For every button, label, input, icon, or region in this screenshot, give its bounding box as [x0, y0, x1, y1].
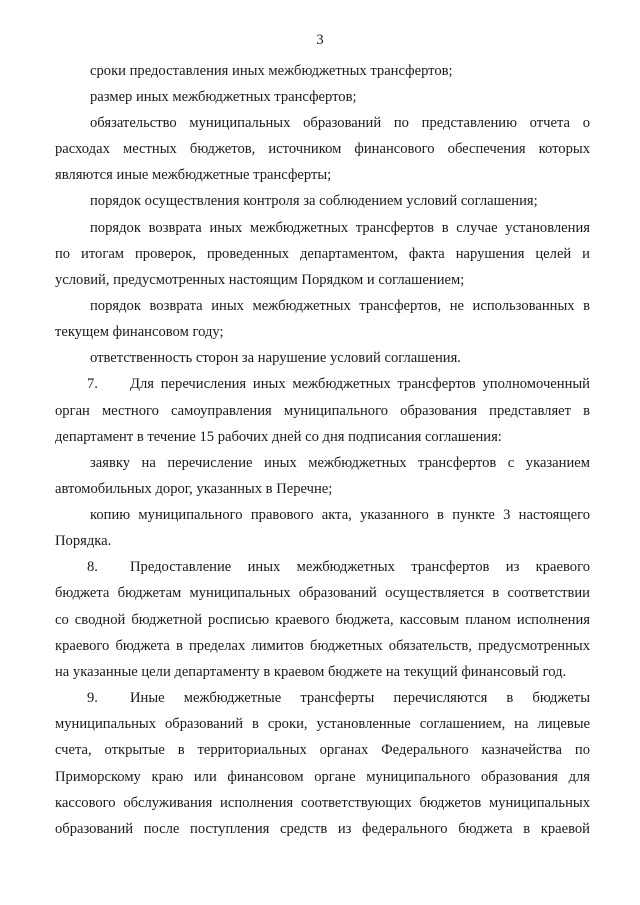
text-line: условий, предусмотренных настоящим Порядком и соглашением; [55, 272, 465, 288]
text-line: Приморскому краю или финансовом органе муниципального образования для [55, 769, 590, 785]
text-line: расходах местных бюджетов, источником финансового обеспечения которых [55, 141, 590, 157]
text-line: муниципальных образований в сроки, установленные соглашением, на лицевые [55, 716, 590, 732]
text-line: являются иные межбюджетные трансферты; [55, 167, 332, 183]
text-line: счета, открытые в территориальных органах Федерального казначейства по [55, 742, 590, 758]
text-line: порядок возврата иных межбюджетных трансфертов, не использованных в [90, 298, 590, 314]
text-line: обязательство муниципальных образований по представлению отчета о [90, 115, 590, 131]
text-line: орган местного самоуправления муниципального образования представляет в [55, 403, 590, 419]
text-line: копию муниципального правового акта, указанного в пункте 3 настоящего [90, 507, 590, 523]
text-line: департамент в течение 15 рабочих дней со дня подписания соглашения: [55, 429, 502, 445]
text-line: текущем финансовом году; [55, 324, 224, 340]
paragraph-number: 7. [87, 376, 98, 392]
text-line: Предоставление иных межбюджетных трансфертов из краевого [130, 559, 590, 575]
text-line: размер иных межбюджетных трансфертов; [90, 89, 357, 105]
text-line: порядок осуществления контроля за соблюдением условий соглашения; [90, 193, 538, 209]
text-line: порядок возврата иных межбюджетных трансфертов в случае установления [90, 220, 590, 236]
text-line: по итогам проверок, проведенных департаментом, факта нарушения целей и [55, 246, 590, 262]
text-line: со сводной бюджетной росписью краевого бюджета, кассовым планом исполнения [55, 612, 590, 628]
text-line: кассового обслуживания исполнения соответствующих бюджетов муниципальных [55, 795, 590, 811]
text-line: заявку на перечисление иных межбюджетных трансфертов с указанием [90, 455, 590, 471]
text-line: Иные межбюджетные трансферты перечисляются в бюджеты [130, 690, 590, 706]
text-line: на указанные цели департаменту в краевом бюджете на текущий финансовый год. [55, 664, 567, 680]
text-line: автомобильных дорог, указанных в Перечне; [55, 481, 333, 497]
paragraph-number: 9. [87, 690, 98, 706]
paragraph-number: 8. [87, 559, 98, 575]
text-line: Для перечисления иных межбюджетных трансфертов уполномоченный [130, 376, 590, 392]
text-line: бюджета бюджетам муниципальных образований осуществляется в соответствии [55, 585, 590, 601]
text-line: образований после поступления средств из федерального бюджета в краевой [55, 821, 590, 837]
text-line: Порядка. [55, 533, 112, 549]
text-line: сроки предоставления иных межбюджетных трансфертов; [90, 63, 453, 79]
text-line: ответственность сторон за нарушение условий соглашения. [90, 350, 461, 366]
text-line: краевого бюджета в пределах лимитов бюджетных обязательств, предусмотренных [55, 638, 590, 654]
page-number: 3 [316, 32, 324, 48]
